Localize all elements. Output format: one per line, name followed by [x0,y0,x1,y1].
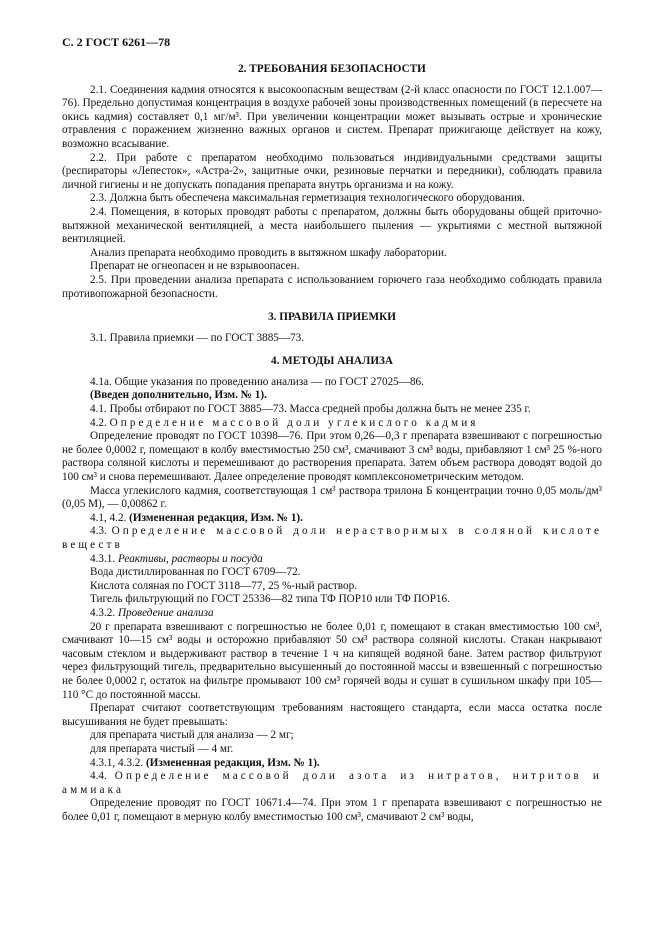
paragraph-4-3-2-procedure: 20 г препарата взвешивают с погрешностью не более 0,01 г, помещают в стакан вместимостью 100 см³, смачивают 10—15 см³ воды и осторожно прибавляют 50 см³ раствора соляной кислоты. Стакан накрывают часовым стеклом и выдерживают раствор в течение 1 ч на кипящей водяной бане. Затем раствор фильтруют через фильтрующий тигель, предварительно высушенный до постоянной массы и взвешенный с погрешностью не более 0,0002 г, остаток на фильтре промывают 100 см³ горячей воды и сушат в сушильном шкафу при 105—110 °С до постоянной массы. [62,620,602,701]
paragraph-4-3-heading [62,525,602,552]
clause-number-4-2: 4.2. [90,416,107,429]
paragraph-2-1: 2.1. Соединения кадмия относятся к высокоопасным веществам (2-й класс опасности по ГОСТ 12.1.007—76). Предельно допустимая концентрация в воздухе рабочей зоны производственных помещений (в пересчете на окись кадмия) составляет 0,1 мг/м³. При увеличении концентрации может вызывать острые и хронические отравления с поражением жизненно важных органов и систем. Препарат прижигающе действует на кожу, возможно всасывание. [62,83,602,150]
reagent-water: Вода дистиллированная по ГОСТ 6709—72. [90,566,301,579]
clause-title-4-2: Определение массовой доли углекислого кадмия [109,416,479,429]
page-header: С. 2 ГОСТ 6261—78 [62,35,171,49]
amendment-note-4-3-1-4-3-2 [62,757,602,771]
paragraph-2-2: 2.2. При работе с препаратом необходимо пользоваться индивидуальными средствами защиты (респираторы «Лепесток», «Астра-2», защитные очки, резиновые перчатки и передники), соблюдать правила личной гигиены и не допускать попадания препарата внутрь организма и на кожу. [62,151,602,191]
amendment-text-4-1-4-2: (Измененная редакция, Изм. № 1). [129,511,303,524]
document-body [62,63,602,824]
limit-pure: для препарата чистый — 4 мг. [90,742,234,755]
paragraph-fume-hood: Анализ препарата необходимо проводить в вытяжном шкафу лаборатории. [90,246,447,259]
limit-pure-for-analysis: для препарата чистый для анализа — 2 мг; [90,729,294,742]
paragraph-4-1: 4.1. Пробы отбирают по ГОСТ 3885—73. Масса средней пробы должна быть не менее 235 г. [90,403,531,416]
clause-number-4-4: 4.4. [90,770,107,783]
clause-title-4-4: Определение массовой доли азота из нитратов, нитритов и аммиака [62,770,602,796]
reagent-acid: Кислота соляная по ГОСТ 3118—77, 25 %-ный раствор. [90,579,357,592]
paragraph-2-5: 2.5. При проведении анализа препарата с использованием горючего газа необходимо соблюдать правила противопожарной безопасности. [62,273,602,300]
clause-number-4-3-1: 4.3.1. [90,552,116,565]
clause-title-4-3: Определение массовой доли нерастворимых в соляной кислоте веществ [62,525,603,551]
paragraph-4-2-method: Определение проводят по ГОСТ 10398—76. При этом 0,26—0,3 г препарата взвешивают с погрешностью не более 0,0002 г, помещают в колбу вместимостью 250 см³, смачивают 3 см³ воды, прибавляют 1 см³ 25 %-ного раствора соляной кислоты и перемешивают до растворения препарата. Затем объем раствора доводят водой до 100 см³ и снова перемешивают. Далее определение проводят комплексонометрическим методом. [62,430,602,484]
paragraph-4-3-1-heading [62,553,602,567]
clause-ref-4-1-4-2: 4.1, 4.2. [90,511,127,524]
section-2-title: 2. ТРЕБОВАНИЯ БЕЗОПАСНОСТИ [238,63,426,75]
paragraph-4-2-mass: Масса углекислого кадмия, соответствующая 1 см³ раствора трилона Б концентрации точно 0,05 моль/дм³ (0,05 М), — 0,00862 г. [62,484,602,511]
reagent-crucible: Тигель фильтрующий по ГОСТ 25336—82 типа ТФ ПОР10 или ТФ ПОР16. [90,593,450,606]
paragraph-4-1a: 4.1а. Общие указания по проведению анализа — по ГОСТ 27025—86. [90,375,424,388]
clause-ref-4-3-1-4-3-2: 4.3.1, 4.3.2. [90,756,144,769]
section-3-title: 3. ПРАВИЛА ПРИЕМКИ [268,311,396,324]
paragraph-2-4: 2.4. Помещения, в которых проводят работы с препаратом, должны быть оборудованы общей приточно-вытяжной механической вентиляцией, а места наибольшего пыления — укрытиями с местной вытяжной вентиляцией. [62,205,602,246]
clause-title-4-3-1: Реактивы, растворы и посуда [117,552,263,565]
amendment-text-4-3-1-4-3-2: (Измененная редакция, Изм. № 1). [145,756,320,769]
clause-number-4-3: 4.3. [90,525,107,538]
paragraph-fire-safety: Препарат не огнеопасен и не взрывоопасен. [90,260,300,273]
paragraph-3-1: 3.1. Правила приемки — по ГОСТ 3885—73. [90,331,305,344]
paragraph-4-4-method: Определение проводят по ГОСТ 10671.4—74. При этом 1 г препарата взвешивают с погрешностью не более 0,01 г, помещают в мерную колбу вместимостью 100 см³, смачивают 2 см³ воды, [62,797,602,823]
clause-number-4-3-2: 4.3.2. [90,606,116,619]
paragraph-4-3-2-heading [62,607,602,621]
paragraph-2-3: 2.3. Должна быть обеспечена максимальная герметизация технологического оборудования. [90,192,525,205]
amendment-note-4-1-4-2 [62,512,602,526]
paragraph-4-3-2-result: Препарат считают соответствующим требованиям настоящего стандарта, если масса остатка после высушивания не будет превышать: [62,702,602,728]
section-4-title: 4. МЕТОДЫ АНАЛИЗА [270,355,394,368]
clause-title-4-3-2: Проведение анализа [117,606,214,619]
paragraph-4-4-heading [62,770,602,797]
paragraph-4-2-heading [62,417,602,431]
amendment-note-added: (Введен дополнительно, Изм. № 1). [90,389,267,402]
